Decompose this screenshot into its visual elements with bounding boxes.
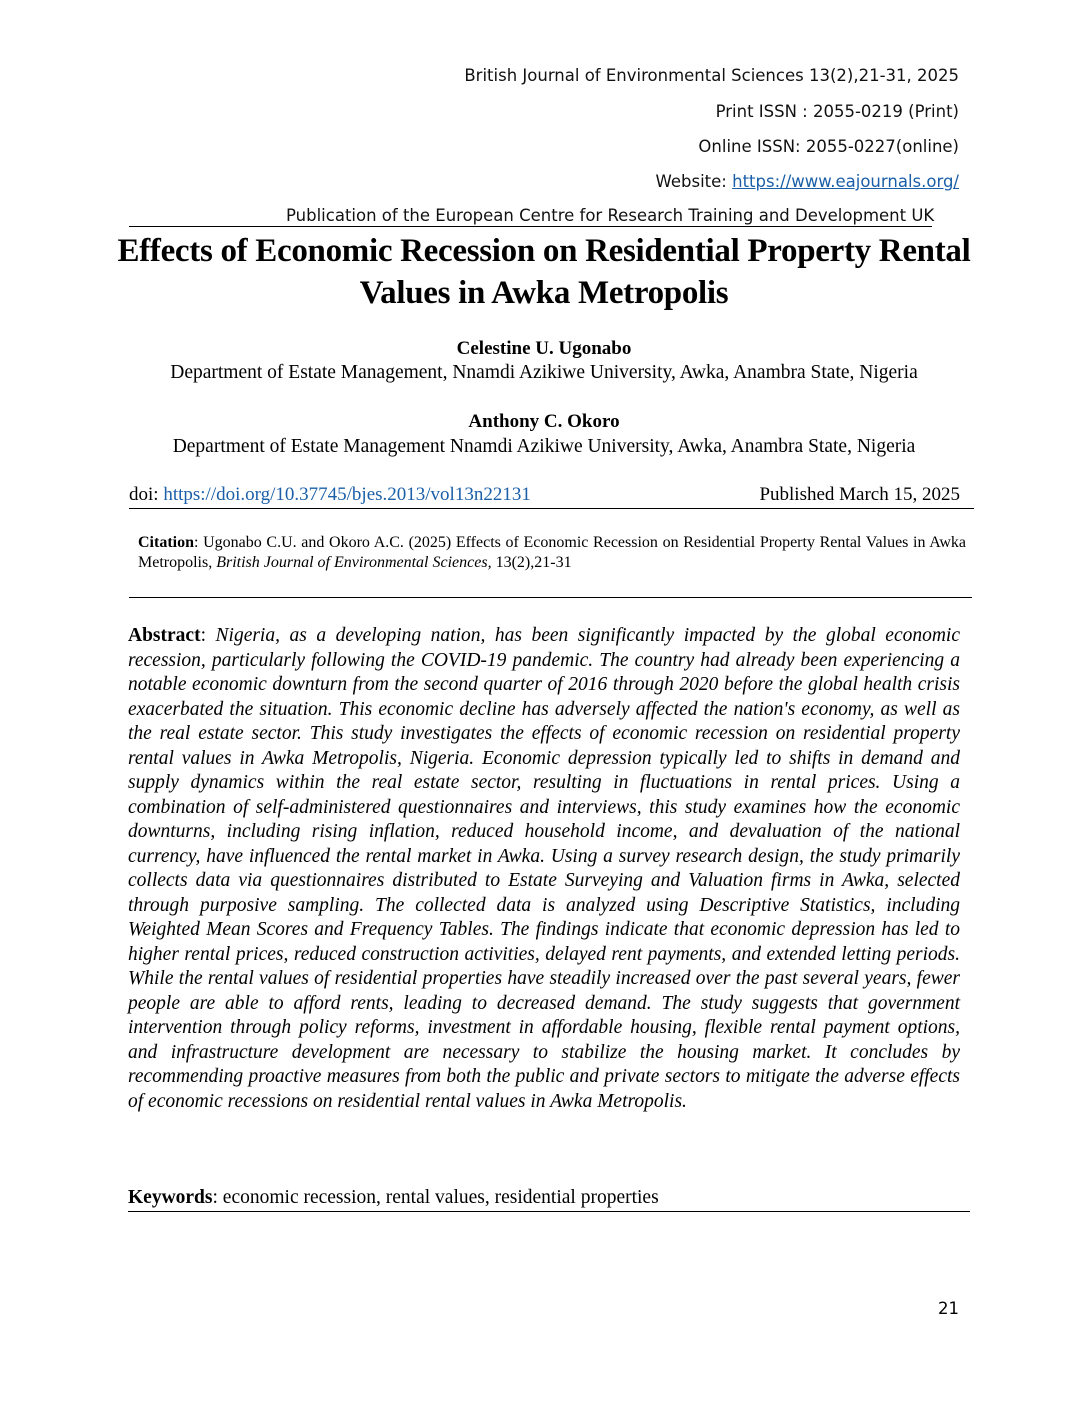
doi-row bbox=[129, 484, 974, 509]
publisher-line: Publication of the European Centre for Research Training and Development UK bbox=[286, 206, 935, 225]
citation-block bbox=[138, 533, 966, 573]
author-name: Celestine U. Ugonabo bbox=[456, 338, 632, 359]
page-number: 21 bbox=[938, 1299, 959, 1318]
paper-title: Effects of Economic Recession on Residential Property Rental Values in Awka Metropolis bbox=[117, 233, 971, 311]
website-label: Website: bbox=[655, 172, 733, 191]
citation-pages: 13(2),21-31 bbox=[491, 554, 572, 571]
abstract-separator: : bbox=[200, 625, 216, 646]
citation-divider bbox=[129, 597, 972, 598]
journal-citation-line: British Journal of Environmental Sciences 13(2),21-31, 2025 bbox=[464, 66, 959, 85]
author-affiliation: Department of Estate Management Nnamdi Azikiwe University, Awka, Anambra State, Nigeria bbox=[172, 436, 916, 457]
author-name: Anthony C. Okoro bbox=[468, 411, 620, 432]
keywords-label: Keywords bbox=[128, 1187, 213, 1208]
author-affiliation: Department of Estate Management, Nnamdi Azikiwe University, Awka, Anambra State, Nigeria bbox=[170, 362, 918, 383]
abstract-label: Abstract bbox=[128, 625, 201, 646]
abstract-text: Nigeria, as a developing nation, has been significantly impacted by the global economic recession, particularly following the COVID-19 pandemic. The country had already been experiencing a notable economic downturn from the second quarter of 2016 through 2020 before the global health crisis exacerbated the situation. This economic decline has adversely affected the nation's economy, as well as the real estate sector. This study investigates the effects of economic recession on residential property rental values in Awka Metropolis, Nigeria. Economic depression typically led to shifts in demand and supply dynamics within the real estate sector, resulting in fluctuations in rental prices. Using a combination of self-administered questionnaires and interviews, this study examines how the economic downturns, including rising inflation, reduced household income, and devaluation of the national currency, have influenced the rental market in Awka. Using a survey research design, the study primarily collects data via questionnaires distributed to Estate Surveying and Valuation firms in Awka, selected through purposive sampling. The collected data is analyzed using Descriptive Statistics, including Weighted Mean Scores and Frequency Tables. The findings indicate that economic depression has led to higher rental prices, reduced construction activities, delayed rent payments, and extended letting periods. While the rental values of residential properties have steadily increased over the past several years, fewer people are able to afford rents, leading to decreased demand. The study suggests that government intervention through policy reforms, investment in affordable housing, flexible rental payment options, and infrastructure development are necessary to stabilize the housing market. It concludes by recommending proactive measures from both the public and private sectors to mitigate the adverse effects of economic recessions on residential rental values in Awka Metropolis. bbox=[128, 625, 961, 1112]
citation-text: : Ugonabo C.U. and Okoro A.C. (2025) Effects of Economic Recession on Residential Property Rental Values in Awka Metropolis, bbox=[138, 534, 966, 571]
print-issn: Print ISSN : 2055-0219 (Print) bbox=[715, 102, 959, 121]
header-divider bbox=[129, 226, 932, 227]
online-issn: Online ISSN: 2055-0227(online) bbox=[698, 137, 959, 156]
citation-journal: British Journal of Environmental Sciences, bbox=[216, 554, 492, 571]
keywords-line bbox=[128, 1187, 970, 1212]
keywords-text: : economic recession, rental values, residential properties bbox=[212, 1187, 659, 1208]
abstract-block bbox=[128, 624, 960, 1114]
citation-label: Citation bbox=[138, 534, 194, 551]
doi-link[interactable]: https://doi.org/10.37745/bjes.2013/vol13n22131 bbox=[163, 484, 531, 505]
website-link[interactable]: https://www.eajournals.org/ bbox=[732, 172, 959, 191]
published-date: Published March 15, 2025 bbox=[759, 484, 960, 505]
website-line bbox=[656, 172, 959, 191]
doi-label: doi: bbox=[129, 484, 164, 505]
